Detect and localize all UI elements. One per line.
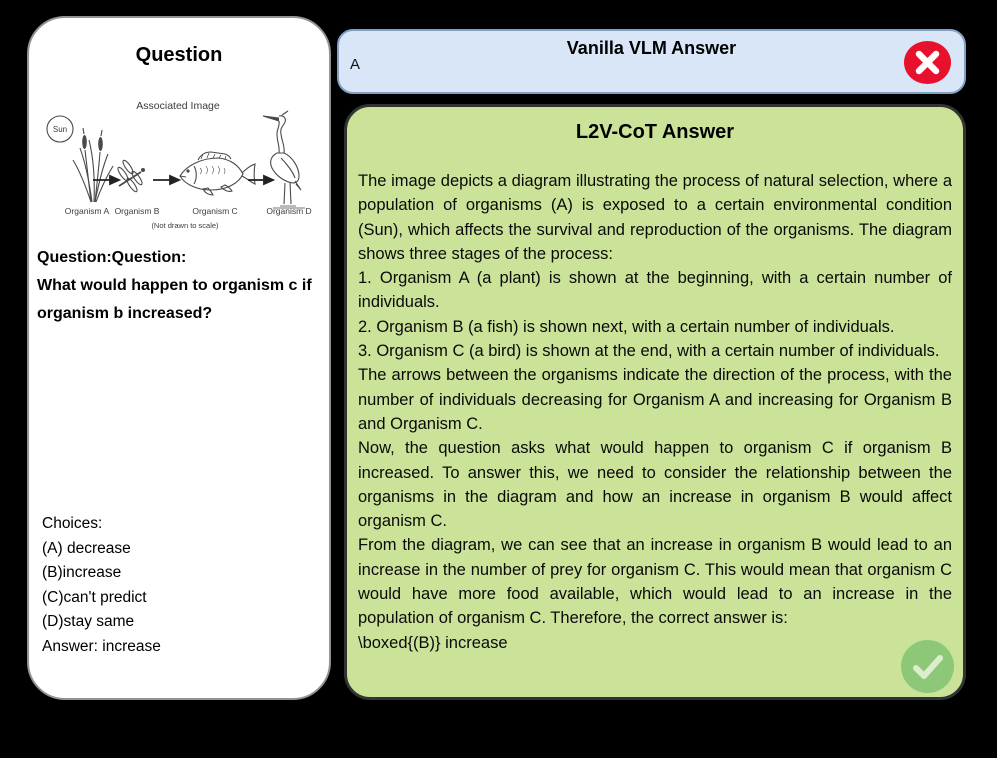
question-text: What would happen to organism c if organism b increased? — [37, 277, 312, 322]
associated-image-label: Associated Image — [136, 100, 220, 112]
arrow-icon — [153, 176, 179, 184]
choice-b: (B)increase — [42, 564, 122, 582]
cot-panel-title: L2V-CoT Answer — [575, 121, 735, 143]
organism-d-label: Organism D — [266, 206, 312, 216]
choice-d: (D)stay same — [42, 613, 135, 631]
choices-block — [42, 512, 322, 660]
arrow-icon — [248, 176, 273, 184]
cot-paragraph-4: 3. Organism C (a bird) is shown at the end, with a certain number of individuals. — [358, 342, 940, 361]
choices-label: Choices: — [42, 515, 103, 532]
plant-organism-a-icon — [73, 128, 113, 202]
cross-icon — [904, 41, 951, 84]
question-panel — [27, 16, 331, 700]
choice-c: (C)can't predict — [42, 588, 147, 606]
l2v-cot-answer-panel — [344, 104, 966, 700]
svg-text:Sun: Sun — [52, 125, 68, 134]
cot-paragraph-5: The arrows between the organisms indicate the direction of the process, with the number of individuals decreasing for Organism A and increasing for Organism B and Organism C. — [358, 366, 952, 433]
question-text-block — [37, 244, 331, 328]
heron-organism-d-icon — [263, 111, 305, 208]
answer-line: Answer: increase — [42, 637, 161, 655]
cot-paragraph-6: Now, the question asks what would happen to organism C if organism B increased. To answer this, we need to consider the relationship between the organisms in the diagram and how an increase in organism B would affect organism C. — [358, 439, 952, 531]
cot-answer-text — [358, 169, 952, 655]
food-chain-diagram — [33, 96, 325, 246]
vanilla-answer-text: A — [350, 56, 361, 73]
cot-paragraph-1: The image depicts a diagram illustrating the process of natural selection, where a population of organisms (A) is exposed to a certain environmental condition (Sun), which affects the survival and reproduction of the organisms. The diagram shows three stages of the process: — [358, 172, 952, 263]
organism-b-label: Organism B — [114, 206, 160, 216]
fish-organism-c-icon — [180, 152, 255, 195]
cot-final-answer: \boxed{(B)} increase — [358, 633, 508, 652]
sun-icon — [47, 116, 73, 142]
check-icon — [901, 640, 954, 693]
scale-note: (Not drawn to scale) — [151, 221, 219, 230]
cot-paragraph-3: 2. Organism B (a fish) is shown next, with a certain number of individuals. — [358, 317, 895, 336]
organism-c-label: Organism C — [192, 206, 238, 216]
question-heading: Question:Question: — [37, 249, 187, 266]
vanilla-vlm-answer-panel — [337, 29, 966, 94]
cot-paragraph-7: From the diagram, we can see that an increase in organism B would lead to an increase in the number of prey for organism C. This would mean that organism C would have more food available, which would lead to an increase in the population of organism C. Therefore, the correct answer is: — [358, 536, 952, 628]
dragonfly-organism-b-icon — [116, 159, 145, 193]
vanilla-panel-title: Vanilla VLM Answer — [566, 38, 737, 58]
organism-a-label: Organism A — [64, 206, 110, 216]
cot-paragraph-2: 1. Organism A (a plant) is shown at the beginning, with a certain number of individuals. — [358, 269, 952, 312]
question-panel-title: Question — [135, 44, 223, 66]
choice-a: (A) decrease — [42, 539, 131, 557]
